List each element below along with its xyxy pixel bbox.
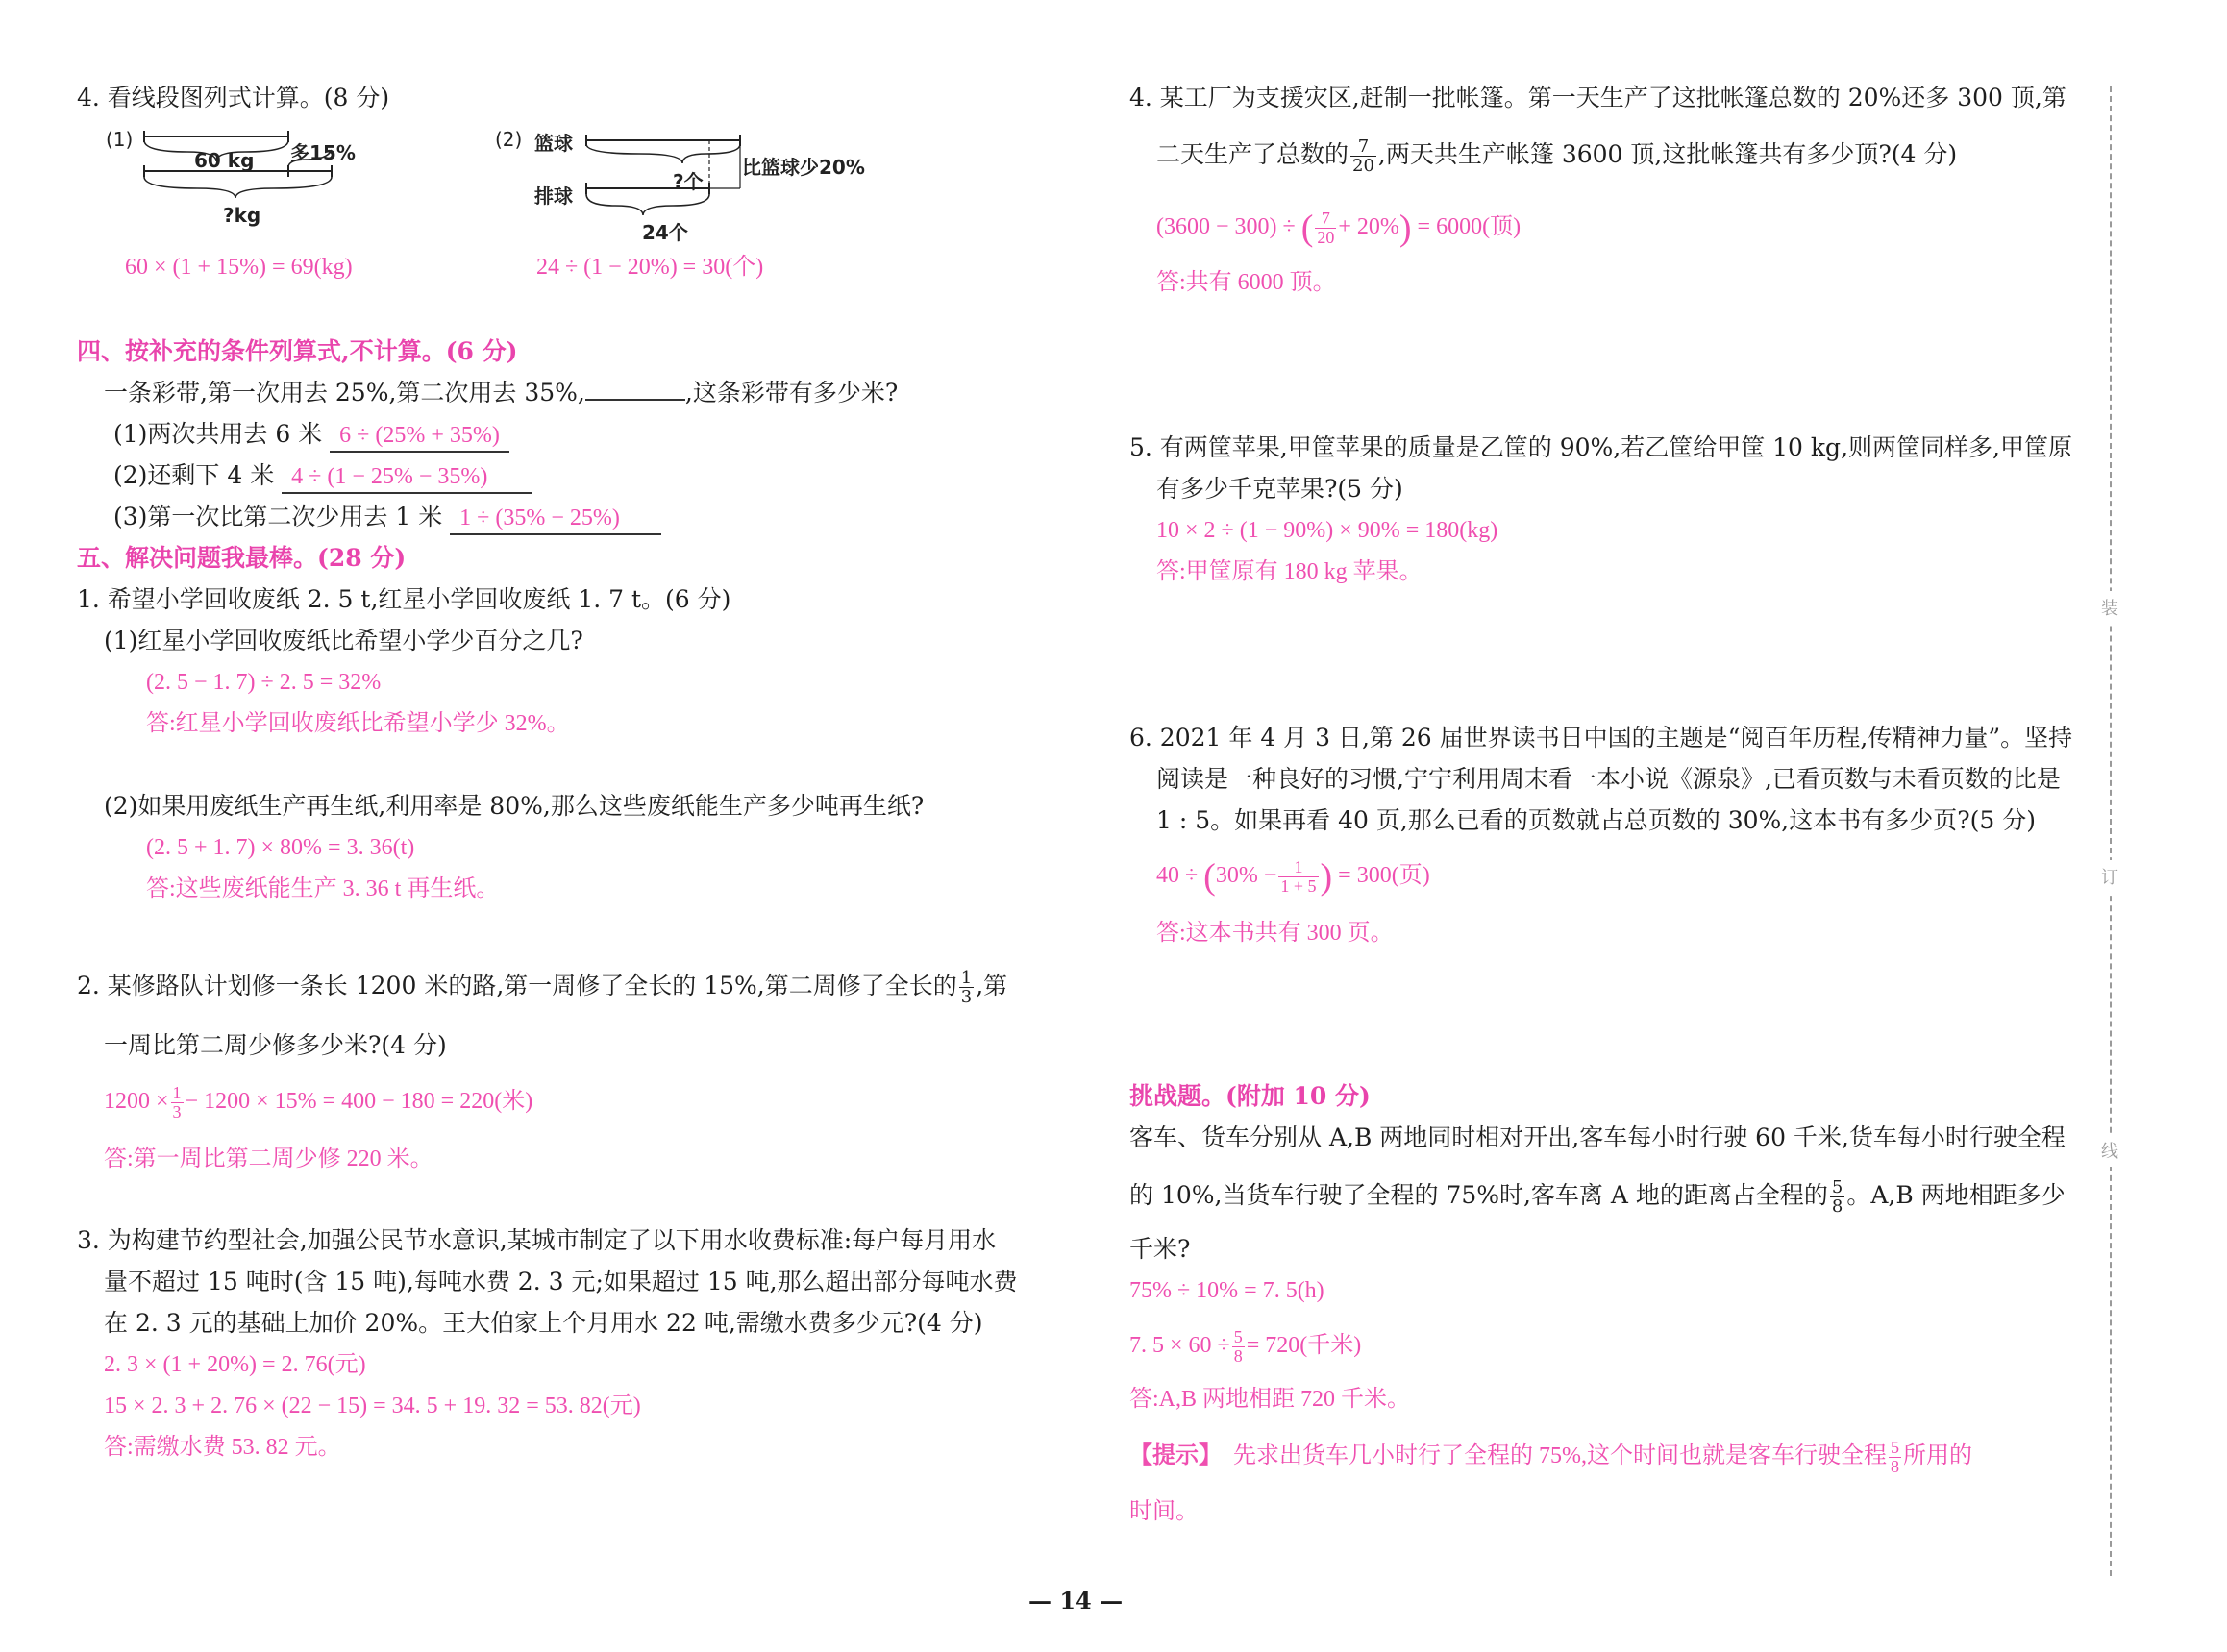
s5-q1-part1: (1)红星小学回收废纸比希望小学少百分之几? <box>104 627 583 654</box>
diagram-2-count-label: 24个 <box>642 221 688 244</box>
open-paren: ( <box>1203 856 1216 898</box>
right-q5-line1: 5. 有两筐苹果,甲筐苹果的质量是乙筐的 90%,若乙筐给甲筐 10 kg,则两筐同样多,甲筐原 <box>1129 433 2072 461</box>
page-number: — 14 — <box>1028 1587 1124 1615</box>
fraction <box>1232 1328 1245 1366</box>
s5-q3-answer: 答:需缴水费 53. 82 元。 <box>104 1435 341 1460</box>
right-q4-line2-a: 二天生产了总数的 <box>1156 140 1349 168</box>
fraction-denominator: 8 <box>1831 1196 1843 1217</box>
right-q4-calc <box>1156 210 1521 247</box>
s5-q2-answer: 答:第一周比第二周少修 220 米。 <box>104 1147 433 1171</box>
s5-q1-part2-calc: (2. 5 + 1. 7) × 80% = 3. 36(t) <box>146 835 415 860</box>
binding-char: 订 <box>2101 860 2118 893</box>
section-4-stem <box>104 378 898 408</box>
s5-q3-line: 3. 为构建节约型社会,加强公民节水意识,某城市制定了以下用水收费标准:每户每月用水 <box>77 1226 997 1254</box>
fraction-denominator: 8 <box>1891 1457 1899 1476</box>
right-q6-line1: 6. 2021 年 4 月 3 日,第 26 届世界读书日中国的主题是“阅百年历程,传精神力量”。坚持 <box>1129 724 2073 752</box>
s5-q3-line: 在 2. 3 元的基础上加价 20%。王大伯家上个月用水 22 吨,需缴水费多少元?(4 分) <box>104 1309 983 1337</box>
diagram-1-answer: 60 × (1 + 15%) = 69(kg) <box>125 255 353 280</box>
right-q4-line1: 4. 某工厂为支援灾区,赶制一批帐篷。第一天生产了这批帐篷总数的 20%还多 300 顶,第 <box>1129 84 2066 111</box>
challenge-answer: 答:A,B 两地相距 720 千米。 <box>1129 1387 1411 1412</box>
s5-q2-calc <box>104 1084 532 1122</box>
diagram-2-answer: 24 ÷ (1 − 20%) = 30(个) <box>536 255 764 280</box>
section-5-title: 五、解决问题我最棒。(28 分) <box>77 544 407 572</box>
challenge-calc-1: 75% ÷ 10% = 7. 5(h) <box>1129 1278 1324 1303</box>
fraction <box>959 969 974 1006</box>
s5-q2-stem <box>77 969 1007 1006</box>
binding-dashed-line <box>2110 86 2112 1576</box>
s5-q1-part2: (2)如果用废纸生产再生纸,利用率是 80%,那么这些废纸能生产多少吨再生纸? <box>104 792 925 820</box>
challenge-line2-b: 。A,B 两地相距多少 <box>1846 1181 2066 1209</box>
diagram-2-volleyball-label: 排球 <box>534 185 573 208</box>
binding-char: 装 <box>2101 591 2118 624</box>
section-4-item-label: (1)两次共用去 6 米 <box>113 420 323 448</box>
fraction-denominator: 3 <box>960 987 973 1007</box>
diagram-2-question-label: ?个 <box>673 170 704 193</box>
s5-q2-calc-a: 1200 × <box>104 1089 169 1115</box>
s5-q2-stem-c: 一周比第二周少修多少米?(4 分) <box>104 1031 447 1059</box>
diagram-2-diff-label: 比篮球少20% <box>742 156 865 179</box>
fraction-denominator: 8 <box>1233 1346 1243 1366</box>
right-q4-calc-mid: + 20% <box>1338 214 1399 240</box>
section-4-item <box>113 419 509 453</box>
challenge-calc-2-a: 7. 5 × 60 ÷ <box>1129 1333 1230 1359</box>
fraction <box>1315 210 1336 247</box>
diagram-1-segment-label: 60 kg <box>194 149 255 172</box>
right-q6-calc-a: 40 ÷ <box>1156 863 1199 889</box>
s5-q2-calc-b: − 1200 × 15% = 400 − 180 = 220(米) <box>185 1089 533 1115</box>
s5-q1-part1-calc: (2. 5 − 1. 7) ÷ 2. 5 = 32% <box>146 670 382 695</box>
s5-q3-calc-1: 2. 3 × (1 + 20%) = 2. 76(元) <box>104 1352 366 1377</box>
right-q6-calc-b: = 300(页) <box>1338 863 1430 889</box>
section-4-blank <box>585 378 685 401</box>
fraction <box>1278 858 1318 896</box>
left-q4-title: 4. 看线段图列式计算。(8 分) <box>77 84 390 111</box>
right-q6-calc <box>1156 858 1430 896</box>
section-4-title: 四、按补充的条件列算式,不计算。(6 分) <box>77 337 518 365</box>
s5-q3-line: 量不超过 15 吨时(含 15 吨),每吨水费 2. 3 元;如果超过 15 吨,那么超出部分每吨水费 <box>104 1268 1018 1295</box>
fraction-denominator: 20 <box>1352 156 1374 176</box>
diagram-1-number: (1) <box>106 128 134 151</box>
right-q6-calc-pct: 30% − <box>1215 863 1277 889</box>
right-q4-answer: 答:共有 6000 顶。 <box>1156 270 1336 295</box>
section-4-item-label: (3)第一次比第二次少用去 1 米 <box>113 503 443 530</box>
challenge-line3: 千米? <box>1129 1235 1191 1263</box>
fraction <box>171 1084 184 1122</box>
hint-text-b: 所用的 <box>1903 1443 1972 1469</box>
fraction-numerator: 7 <box>1315 210 1336 229</box>
section-4-item <box>113 460 532 494</box>
right-q6-line2: 阅读是一种良好的习惯,宁宁利用周末看一本小说《源泉》,已看页数与未看页数的比是 <box>1156 765 2061 793</box>
challenge-line2 <box>1129 1178 2066 1216</box>
fraction-denominator: 1 + 5 <box>1280 876 1317 896</box>
hint-label: 【提示】 <box>1129 1443 1222 1469</box>
s5-q1-part1-answer: 答:红星小学回收废纸比希望小学少 32%。 <box>146 711 570 736</box>
section-4-item-answer: 4 ÷ (1 − 25% − 35%) <box>282 461 532 494</box>
challenge-line1: 客车、货车分别从 A,B 两地同时相对开出,客车每小时行驶 60 千米,货车每小时行驶全程 <box>1129 1123 2066 1151</box>
close-paren: ) <box>1320 856 1333 898</box>
right-q4-calc-a: (3600 − 300) ÷ <box>1156 214 1296 240</box>
section-4-item-answer: 1 ÷ (35% − 25%) <box>450 503 661 535</box>
s5-q1-part2-answer: 答:这些废纸能生产 3. 36 t 再生纸。 <box>146 876 500 901</box>
section-4-stem-a: 一条彩带,第一次用去 25%,第二次用去 35%, <box>104 379 585 407</box>
right-q6-line3: 1 : 5。如果再看 40 页,那么已看的页数就占总页数的 30%,这本书有多少页?(5 分) <box>1156 806 2037 834</box>
fraction-numerator: 5 <box>1233 1327 1243 1346</box>
fraction-denominator: 20 <box>1317 228 1335 247</box>
open-paren: ( <box>1300 208 1314 249</box>
fraction-numerator: 1 <box>960 968 973 988</box>
diagram-1-more-label: 多15% <box>290 141 356 164</box>
challenge-calc-2-b: = 720(千米) <box>1246 1333 1362 1359</box>
fraction-numerator: 7 <box>1350 137 1376 157</box>
section-4-item <box>113 502 661 535</box>
right-q4-line2 <box>1156 137 1957 175</box>
section-4-item-label: (2)还剩下 4 米 <box>113 461 275 489</box>
close-paren: ) <box>1398 208 1412 249</box>
diagram-1-total-label: ?kg <box>223 204 261 227</box>
right-q4-line2-b: ,两天共生产帐篷 3600 顶,这批帐篷共有多少顶?(4 分) <box>1377 140 1958 168</box>
hint-text-a: 先求出货车几小时行了全程的 75%,这个时间也就是客车行驶全程 <box>1233 1443 1887 1469</box>
fraction-numerator: 1 <box>1278 858 1318 877</box>
right-q5-line2: 有多少千克苹果?(5 分) <box>1156 475 1403 503</box>
section-4-stem-b: ,这条彩带有多少米? <box>684 379 899 407</box>
section-4-item-answer: 6 ÷ (25% + 35%) <box>330 420 509 453</box>
s5-q2-stem-b: ,第 <box>976 972 1008 999</box>
challenge-calc-2 <box>1129 1328 1361 1366</box>
s5-q3-calc-2: 15 × 2. 3 + 2. 76 × (22 − 15) = 34. 5 + 19. 32 = 53. 82(元) <box>104 1393 641 1418</box>
fraction-numerator: 5 <box>1831 1177 1843 1197</box>
right-q6-answer: 答:这本书共有 300 页。 <box>1156 921 1394 946</box>
fraction <box>1889 1439 1901 1476</box>
challenge-title: 挑战题。(附加 10 分) <box>1129 1082 1371 1110</box>
binding-char: 线 <box>2101 1134 2118 1167</box>
diagram-2-basketball-label: 篮球 <box>534 132 573 155</box>
challenge-hint <box>1129 1439 1972 1476</box>
fraction-denominator: 3 <box>172 1102 182 1122</box>
s5-q2-stem-a: 2. 某修路队计划修一条长 1200 米的路,第一周修了全长的 15%,第二周修了全长的 <box>77 972 957 999</box>
fraction <box>1830 1178 1844 1216</box>
diagram-2-number: (2) <box>495 128 523 151</box>
fraction-numerator: 1 <box>172 1083 182 1102</box>
fraction-numerator: 5 <box>1891 1438 1899 1457</box>
challenge-hint-c: 时间。 <box>1129 1499 1199 1524</box>
fraction <box>1350 137 1376 175</box>
right-q5-calc: 10 × 2 ÷ (1 − 90%) × 90% = 180(kg) <box>1156 518 1498 543</box>
challenge-line2-a: 的 10%,当货车行驶了全程的 75%时,客车离 A 地的距离占全程的 <box>1129 1181 1828 1209</box>
s5-q1-stem: 1. 希望小学回收废纸 2. 5 t,红星小学回收废纸 1. 7 t。(6 分) <box>77 585 731 613</box>
right-q5-answer: 答:甲筐原有 180 kg 苹果。 <box>1156 559 1423 584</box>
right-q4-calc-b: = 6000(顶) <box>1417 214 1522 240</box>
